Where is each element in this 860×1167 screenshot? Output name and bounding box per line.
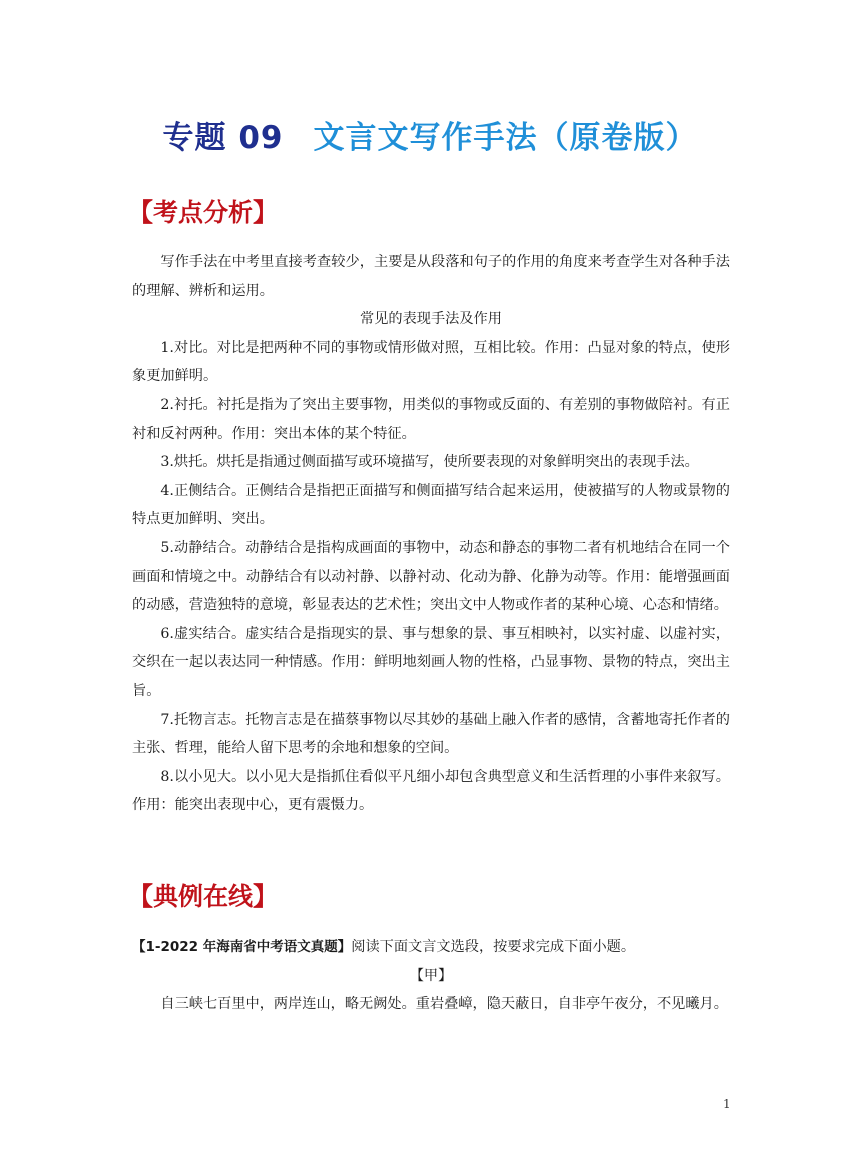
example-part-label: 【甲】 — [409, 967, 453, 984]
analysis-item: 5.动静结合。动静结合是指构成画面的事物中，动态和静态的事物二者有机地结合在同一个画面和情境之中。动静结合有以动衬静、以静衬动、化动为静、化静为动等。作用：能增强画面的动感，营造独特的意境，彰显表达的艺术性；突出文中人物或作者的某种心境、心态和情绪。 — [132, 539, 730, 614]
page-number: 1 — [723, 1097, 731, 1111]
analysis-subtitle: 常见的表现手法及作用 — [360, 311, 502, 328]
example-source: 【1-2022 年海南省中考语文真题】 — [132, 939, 352, 955]
example-instruction: 阅读下面文言文选段，按要求完成下面小题。 — [351, 939, 636, 955]
analysis-item: 1.对比。对比是把两种不同的事物或情形做对照，互相比较。作用：凸显对象的特点，使形象更加鲜明。 — [132, 339, 730, 385]
example-question-line — [132, 933, 730, 962]
analysis-item: 8.以小见大。以小见大是指抓住看似平凡细小却包含典型意义和生活哲理的小事件来叙写。作用：能突出表现中心，更有震慑力。 — [132, 768, 730, 814]
section-heading-examples: 【典例在线】 — [128, 882, 279, 911]
document-title — [0, 112, 860, 157]
title-topic-name: 文言文写作手法（原卷版） — [313, 120, 698, 156]
analysis-item: 7.托物言志。托物言志是在描蔡事物以尽其妙的基础上融入作者的感情，含蓄地寄托作者的主张、哲理，能给人留下思考的余地和想象的空间。 — [132, 711, 730, 757]
analysis-item: 6.虚实结合。虚实结合是指现实的景、事与想象的景、事互相映衬，以实衬虚、以虚衬实，交织在一起以表达同一种情感。作用：鲜明地刻画人物的性格，凸显事物、景物的特点，突出主旨。 — [132, 625, 730, 699]
example-body — [132, 933, 730, 1019]
section-heading-analysis: 【考点分析】 — [128, 198, 279, 227]
example-passage: 自三峡七百里中，两岸连山，略无阙处。重岩叠嶂，隐天蔽日，自非亭午夜分，不见曦月。 — [160, 996, 728, 1013]
analysis-item: 2.衬托。衬托是指为了突出主要事物，用类似的事物或反面的、有差别的事物做陪衬。有正衬和反衬两种。作用：突出本体的某个特征。 — [132, 396, 730, 442]
analysis-body — [132, 248, 730, 820]
title-topic-number: 专题 09 — [162, 120, 284, 156]
analysis-item: 4.正侧结合。正侧结合是指把正面描写和侧面描写结合起来运用，使被描写的人物或景物的特点更加鲜明、突出。 — [132, 482, 730, 528]
analysis-intro: 写作手法在中考里直接考查较少，主要是从段落和句子的作用的角度来考查学生对各种手法的理解、辨析和运用。 — [132, 254, 730, 299]
analysis-item: 3.烘托。烘托是指通过侧面描写或环境描写，使所要表现的对象鲜明突出的表现手法。 — [160, 454, 699, 471]
